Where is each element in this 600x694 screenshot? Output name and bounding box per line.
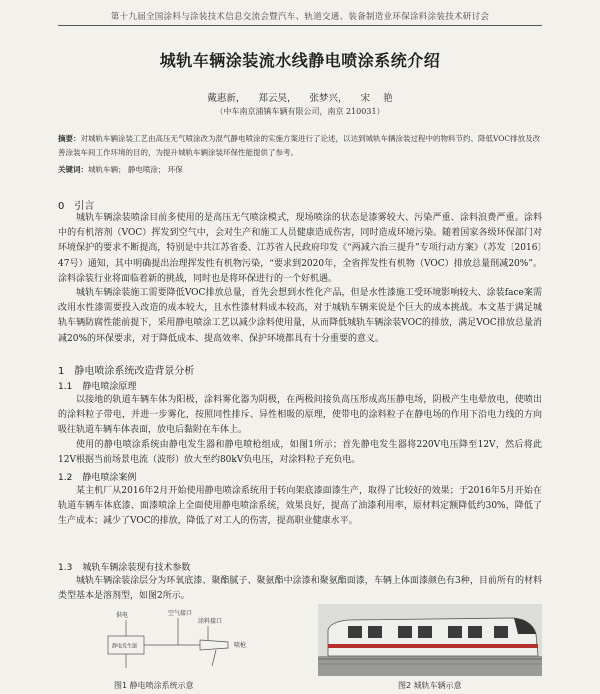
paragraph-parameters: 城轨车辆涂装涂层分为环氧底漆、聚酯腻子、聚氨酯中涂漆和聚氨酯面漆，车辆上体面漆颜色有3种，目前所有的材料类型基本是溶剂型，如图2所示。 — [58, 576, 542, 602]
fig1-label-paint: 涂料接口 — [198, 618, 223, 625]
paragraph-intro-1: 城轨车辆涂装喷涂目前多使用的是高压无气喷涂模式，现场喷涂的状态是漆雾较大、污染严重、涂料浪费严重。涂料中的有机溶剂（VOC）挥发到空气中，会对生产和施工人员健康造成伤害，同时造成环境污染。随着国家各级环保部门对环境保护的要求不断提高，特别是中共江苏省委、江苏省人民政府印发《“两减六治三提升”专项行动方案》（苏发〔2016〕47号）通知，其中明确提出治理挥发性有机物污染，“要求到2020年，全省挥发性有机物（VOC）排放总量削减20%”。涂料涂装行业将面临着新的挑战，同时也是将环保进行的一个好机遇。 — [58, 213, 542, 284]
subsection-heading-1-1: 1.1 静电喷涂原理 — [58, 382, 137, 392]
keywords — [58, 164, 542, 175]
subsection-heading-1-3: 1.3 城轨车辆涂装现有技术参数 — [58, 563, 191, 573]
paragraph-intro-2: 城轨车辆涂装施工需要降低VOC排放总量，首先会想到水性化产品，但是水性漆施工受环境影响较大、涂装face案需改用水性漆需要投入改造的成本较大，且水性漆材料成本较高，对于城轨车辆来说是个巨大的成本挑战。本文基于满足城轨车辆防腐性能前提下，采用静电喷涂工艺以减少涂料使用量，从而降低城轨车辆涂装VOC的排放，满足VOC排放总量消减20%的环保要求，对于降低成本、提高效率、保护环境都具有十分重要的意义。 — [58, 288, 542, 344]
fig1-label-power: 供电 — [116, 612, 129, 619]
figure-1-caption: 图1 静电喷涂系统示意 — [114, 681, 194, 690]
abstract-label: 摘要： — [58, 134, 81, 143]
gun-handle — [212, 650, 216, 666]
fig1-label-generator: 静电发生器 — [112, 643, 138, 650]
figure-2-train-image — [318, 604, 542, 676]
paragraph-principle-1: 以接地的轨道车辆车体为阳极，涂料雾化器为阴极，在两极间接负高压形成高压静电场，阴极产生电晕放电，使喷出的涂料粒子带电，并进一步雾化，按照同性排斥、异性相吸的原理，使带电的涂料粒子在静电场的作用下沿电力线的方向吸往轨道车辆车体表面，放电后黏附在车体上。 — [58, 395, 542, 436]
author: 郑云昊 — [258, 93, 287, 104]
fig1-label-gun: 喷枪 — [234, 642, 247, 649]
author: 张梦兴 — [309, 93, 339, 104]
figure-2-caption: 图2 城轨车辆示意 — [398, 681, 462, 690]
abstract-text: 对城轨车辆涂装工艺由高压无气喷涂改为混气静电喷涂的实施方案进行了论述，以达到城轨车辆涂装过程中的物料节约、降低VOC排放及改善涂装车间工作环境的目的，为提升城轨车辆涂装环保性能提供了参考。 — [58, 134, 541, 157]
header-rule — [58, 25, 542, 26]
keywords-text: 城轨车辆； 静电喷涂； 环保 — [88, 165, 183, 174]
section-heading-0: 0 引言 — [58, 201, 95, 212]
subsection-heading-1-2: 1.2 静电喷涂案例 — [58, 473, 137, 483]
author: 宋 艳 — [360, 93, 393, 104]
keywords-label: 关键词： — [58, 165, 88, 174]
fig1-label-air: 空气接口 — [168, 610, 193, 617]
paper-title: 城轨车辆涂装流水线静电喷涂系统介绍 — [159, 51, 441, 70]
train-stripe — [328, 644, 538, 648]
section-heading-1: 1 静电喷涂系统改造背景分析 — [58, 366, 195, 377]
authors: 戴惠新， 郑云昊， 张梦兴， 宋 艳 — [207, 93, 393, 104]
paragraph-case: 某主机厂从2016年2月开始使用静电喷涂系统用于转向架底漆面漆生产，取得了比较好的效果；于2016年5月开始在轨道车辆车体底漆、面漆喷涂上全面使用静电喷涂系统，效果良好，提高了油漆利用率，原材料定额降低约30%，降低了生产成本；减少了VOC的排放，降低了对工人的伤害，提高职业健康水平。 — [58, 486, 542, 527]
author: 戴惠新 — [207, 93, 236, 104]
figure-1-schematic — [88, 606, 258, 674]
spray-gun-body — [200, 640, 228, 650]
affiliation: （中车南京浦镇车辆有限公司，南京 210031） — [215, 107, 385, 116]
abstract — [58, 132, 542, 160]
running-header: 第十九届全国涂料与涂装技术信息交流会暨汽车、轨道交通、装备制造业环保涂料涂装技术研讨会 — [110, 12, 490, 22]
paragraph-principle-2: 使用的静电喷涂系统由静电发生器和静电喷枪组成，如图1所示；首先静电发生器将220V电压降至12V，然后将此12V根据当前场景电流（波形）放大至约80kV负电压，对涂料粒子充负电。 — [58, 440, 542, 466]
